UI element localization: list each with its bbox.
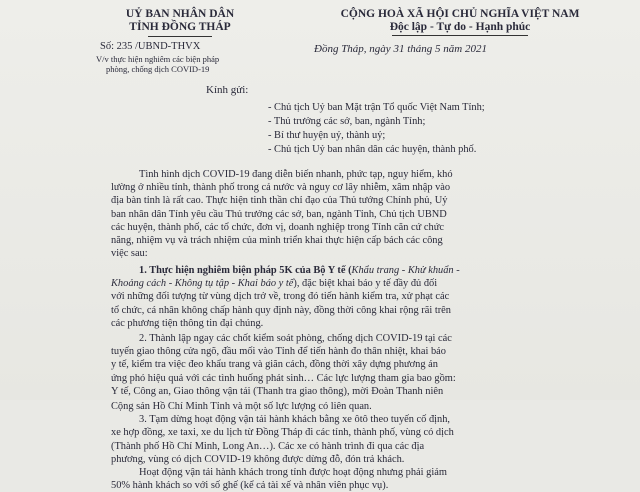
national-title: CỘNG HOÀ XÃ HỘI CHỦ NGHĨA VIỆT NAM [340, 8, 580, 20]
recipient-item: - Bí thư huyện uỷ, thành uỷ; [268, 130, 386, 141]
subject-line-2: phòng, chống dịch COVID-19 [106, 64, 210, 74]
issuer-province: TỈNH ĐỒNG THÁP [129, 21, 231, 33]
place-date: Đồng Tháp, ngày 31 tháng 5 năm 2021 [314, 43, 487, 55]
intro-paragraph [111, 168, 611, 260]
issuer-name: UỶ BAN NHÂN DÂN [125, 8, 235, 20]
intro-line: Tình hình dịch COVID-19 đang diễn biến nhanh, phức tạp, nguy hiểm, khó [139, 169, 453, 180]
item-2-line: tuyến giao thông cửa ngõ, đầu mối vào Tỉnh để tiến hành đo thân nhiệt, khai báo [111, 346, 446, 358]
intro-line: các huyện, thành phố, các tổ chức, đơn vị, doanh nghiệp trong Tỉnh căn cứ chức [111, 221, 444, 233]
issuer-underline [148, 36, 212, 37]
recipient-item: - Thủ trưởng các sở, ban, ngành Tỉnh; [268, 116, 426, 127]
item-1-paragraph [111, 264, 611, 330]
item-1-5k-part: Khẩu trang - Khử khuẩn - [351, 265, 460, 276]
recipient-item: - Chủ tịch Uỷ ban Mặt trận Tổ quốc Việt Nam Tỉnh; [268, 102, 485, 113]
item-4-line: Hoạt động vận tải hành khách trong tỉnh được hoạt động nhưng phải giảm [139, 467, 447, 479]
item-3-line: phương, vùng có dịch COVID-19 không được dừng đỗ, đón trả khách. [111, 453, 405, 465]
item-1-line: các phương tiện thông tin đại chúng. [111, 317, 264, 329]
item-3-line: (Thành phố Hồ Chí Minh, Long An…). Các xe có hành trình đi qua các địa [111, 440, 425, 452]
item-1-tail: ), đặc biệt khai báo y tế đầy đủ đối [293, 278, 438, 290]
intro-line: việc sau: [111, 248, 148, 260]
document-number: Số: 235 /UBND-THVX [100, 41, 201, 52]
item-2-line: Cộng sản Hồ Chí Minh Tỉnh và một số lực lượng có liên quan. [111, 401, 372, 412]
item-2-line: 2. Thành lập ngay các chốt kiểm soát phòng, chống dịch COVID-19 tại các [139, 333, 452, 344]
motto-underline [392, 35, 528, 36]
national-motto: Độc lập - Tự do - Hạnh phúc [389, 21, 531, 33]
intro-line: ban nhân dân Tỉnh yêu cầu Thủ trưởng các sở, ban, ngành Tỉnh, Chủ tịch UBND [111, 208, 447, 220]
item-1-line [111, 264, 611, 277]
item-3-paragraph [111, 400, 611, 492]
item-1-line: với những đối tượng từ vùng dịch trở về, trong đó tiến hành kiểm tra, xử phạt các [111, 291, 450, 303]
item-1-line [111, 277, 611, 290]
item-1-lead: 1. Thực hiện nghiêm biện pháp 5K của Bộ Y tế ( [139, 265, 352, 276]
intro-line: lường ở nhiều tỉnh, thành phố trong cả nước và nguy cơ lây nhiễm, xâm nhập vào [111, 182, 451, 194]
recipients-label: Kính gửi: [206, 84, 249, 96]
item-1-5k-rest: Khoảng cách - Không tụ tập - Khai báo y tế [111, 278, 294, 290]
recipient-item: - Chủ tịch Uỷ ban nhân dân các huyện, thành phố. [268, 144, 477, 155]
item-2-line: y tế, kiểm tra việc đeo khẩu trang và giãn cách, đồng thời xây dựng phương án [111, 359, 438, 371]
intro-line: năng, nhiệm vụ và trách nhiệm của mình triển khai thực hiện cấp bách các công [111, 235, 443, 247]
subject-line-1: V/v thực hiện nghiêm các biện pháp [96, 54, 220, 64]
item-1-line: tổ chức, cá nhân không chấp hành quy định này, đồng thời công khai rộng rãi trên [111, 304, 451, 316]
intro-line: địa bàn tỉnh là rất cao. Thực hiện tinh thần chỉ đạo của Thủ tướng Chính phủ, Uỷ [111, 195, 448, 207]
item-2-line: Y tế, Công an, Giao thông vận tải (Thanh tra giao thông), mời Đoàn Thanh niên [111, 385, 444, 397]
item-3-line: xe hợp đồng, xe taxi, xe du lịch từ Đồng Tháp đi các tỉnh, thành phố, vùng có dịch [111, 427, 454, 439]
item-2-line: ứng phó hiệu quả với các tình huống phát sinh… Các lực lượng tham gia bao gồm: [111, 372, 456, 384]
item-2-paragraph [111, 332, 611, 398]
item-4-line: 50% hành khách so với số ghế (kể cả tài xế và nhân viên phục vụ). [111, 480, 389, 492]
item-3-line: 3. Tạm dừng hoạt động vận tải hành khách bằng xe ôtô theo tuyến cố định, [139, 414, 451, 426]
